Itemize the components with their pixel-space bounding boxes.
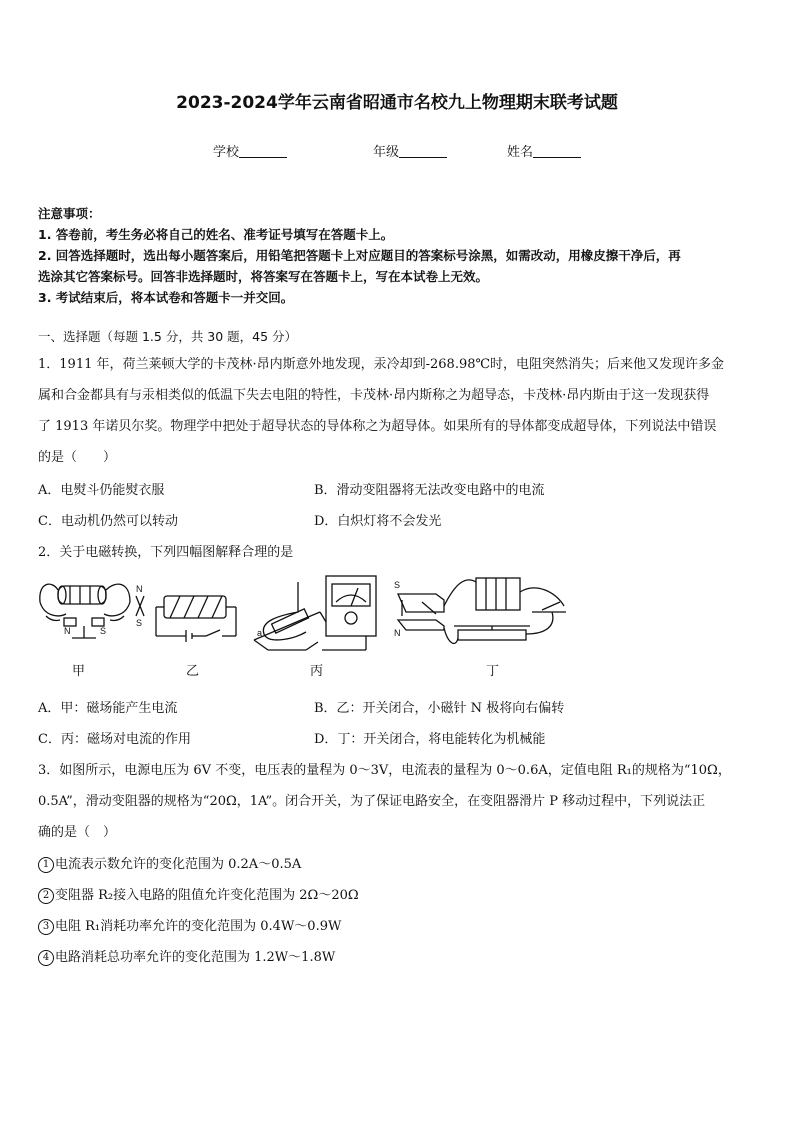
fig-ding-n-label: N	[394, 628, 401, 638]
circled-number-3: 3	[38, 919, 54, 935]
fig-jia-s-label: S	[100, 626, 107, 636]
q2-stem: 2．关于电磁转换，下列四幅图解释合理的是	[38, 545, 294, 560]
fig-yi-n-label: N	[136, 584, 143, 594]
circled-number-2: 2	[38, 888, 54, 904]
q3-statement-3-text: 电阻 R₁消耗功率允许的变化范围为 0.4W～0.9W	[55, 919, 342, 934]
q3-line-3: 确的是（ ）	[38, 825, 117, 840]
q1-line-2: 属和合金都具有与汞相类似的低温下失去电阻的特性，卡茂林·昂内斯称之为超导态，卡茂林·昂内斯由于这一发现获得	[38, 388, 710, 403]
grade-field	[373, 141, 447, 160]
q1-line-3: 了 1913 年诺贝尔奖。物理学中把处于超导状态的导体称之为超导体。如果所有的导体都变成超导体，下列说法中错误	[38, 419, 717, 434]
figure-jia-caption: 甲	[72, 664, 86, 679]
notes-item-1: 1. 答卷前，考生务必将自己的姓名、准考证号填写在答题卡上。	[38, 227, 394, 242]
q3-statement-4-text: 电路消耗总功率允许的变化范围为 1.2W～1.8W	[55, 950, 336, 965]
name-label: 姓名	[507, 145, 534, 160]
q2-figures	[36, 572, 596, 682]
q3-statement-2	[38, 884, 760, 904]
section-heading: 一、选择题（每题 1.5 分，共 30 题，45 分）	[38, 329, 298, 344]
fig-bing-a-label: a	[257, 628, 263, 638]
fig-yi-s-label: S	[136, 618, 143, 628]
q2-option-a[interactable]: A．甲：磁场能产生电流	[38, 701, 178, 716]
q1-option-a[interactable]: A．电熨斗仍能熨衣服	[38, 483, 165, 498]
grade-blank[interactable]	[399, 145, 447, 158]
q2-figure-drawings	[36, 572, 596, 658]
figure-yi-caption: 乙	[186, 664, 200, 679]
notes-block	[38, 203, 758, 308]
figure-bing-galvanometer-drawing	[254, 576, 376, 650]
figure-ding-motor-drawing	[398, 578, 566, 643]
exam-title: 2023-2024学年云南省昭通市名校九上物理期末联考试题	[176, 93, 618, 113]
q1-option-d[interactable]: D．白炽灯将不会发光	[314, 514, 442, 529]
q3-statement-2-text: 变阻器 R₂接入电路的阻值允许变化范围为 2Ω～20Ω	[55, 888, 359, 903]
q3-statement-1	[38, 853, 760, 873]
figure-ding-caption: 丁	[486, 664, 500, 679]
q1-line-4: 的是（ ）	[38, 450, 117, 465]
fig-jia-n-label: N	[64, 626, 71, 636]
school-label: 学校	[213, 145, 240, 160]
notes-item-2-line-1: 2. 回答选择题时，选出每小题答案后，用铅笔把答题卡上对应题目的答案标号涂黑，如需改动，用橡皮擦干净后，再	[38, 248, 681, 263]
q3-statement-1-text: 电流表示数允许的变化范围为 0.2A～0.5A	[55, 857, 302, 872]
circled-number-4: 4	[38, 950, 54, 966]
q1-line-1: 1．1911 年，荷兰莱顿大学的卡茂林·昂内斯意外地发现，汞冷却到-268.98℃时，电阻突然消失；后来他又发现许多金	[38, 357, 725, 372]
figure-jia-coil-drawing	[40, 584, 130, 638]
school-blank[interactable]	[239, 145, 287, 158]
figure-yi-solenoid-drawing	[136, 596, 236, 642]
fig-ding-s-label: S	[394, 580, 401, 590]
q3-statement-4	[38, 946, 760, 966]
name-field	[507, 141, 581, 160]
q3-statement-3	[38, 915, 760, 935]
name-blank[interactable]	[533, 145, 581, 158]
q2-option-c[interactable]: C．丙：磁场对电流的作用	[38, 732, 191, 747]
q1-option-b[interactable]: B．滑动变阻器将无法改变电路中的电流	[314, 483, 545, 498]
notes-item-3: 3. 考试结束后，将本试卷和答题卡一并交回。	[38, 290, 294, 305]
q3-line-2: 0.5A”，滑动变阻器的规格为“20Ω，1A”。闭合开关，为了保证电路安全，在变阻器滑片 P 移动过程中，下列说法正	[38, 794, 706, 809]
notes-heading: 注意事项：	[38, 206, 101, 221]
q3-line-1: 3．如图所示，电源电压为 6V 不变，电压表的量程为 0～3V，电流表的量程为 0～0.6A，定值电阻 R₁的规格为“10Ω，	[38, 763, 731, 778]
q2-option-d[interactable]: D．丁：开关闭合，将电能转化为机械能	[314, 732, 546, 747]
q1-option-c[interactable]: C．电动机仍然可以转动	[38, 514, 178, 529]
notes-item-2-line-2: 选涂其它答案标号。回答非选择题时，将答案写在答题卡上，写在本试卷上无效。	[38, 269, 489, 284]
figure-bing-caption: 丙	[310, 664, 324, 679]
q2-option-b[interactable]: B．乙：开关闭合，小磁针 N 极将向右偏转	[314, 701, 565, 716]
circled-number-1: 1	[38, 857, 54, 873]
grade-label: 年级	[373, 145, 400, 160]
school-field	[213, 141, 287, 160]
